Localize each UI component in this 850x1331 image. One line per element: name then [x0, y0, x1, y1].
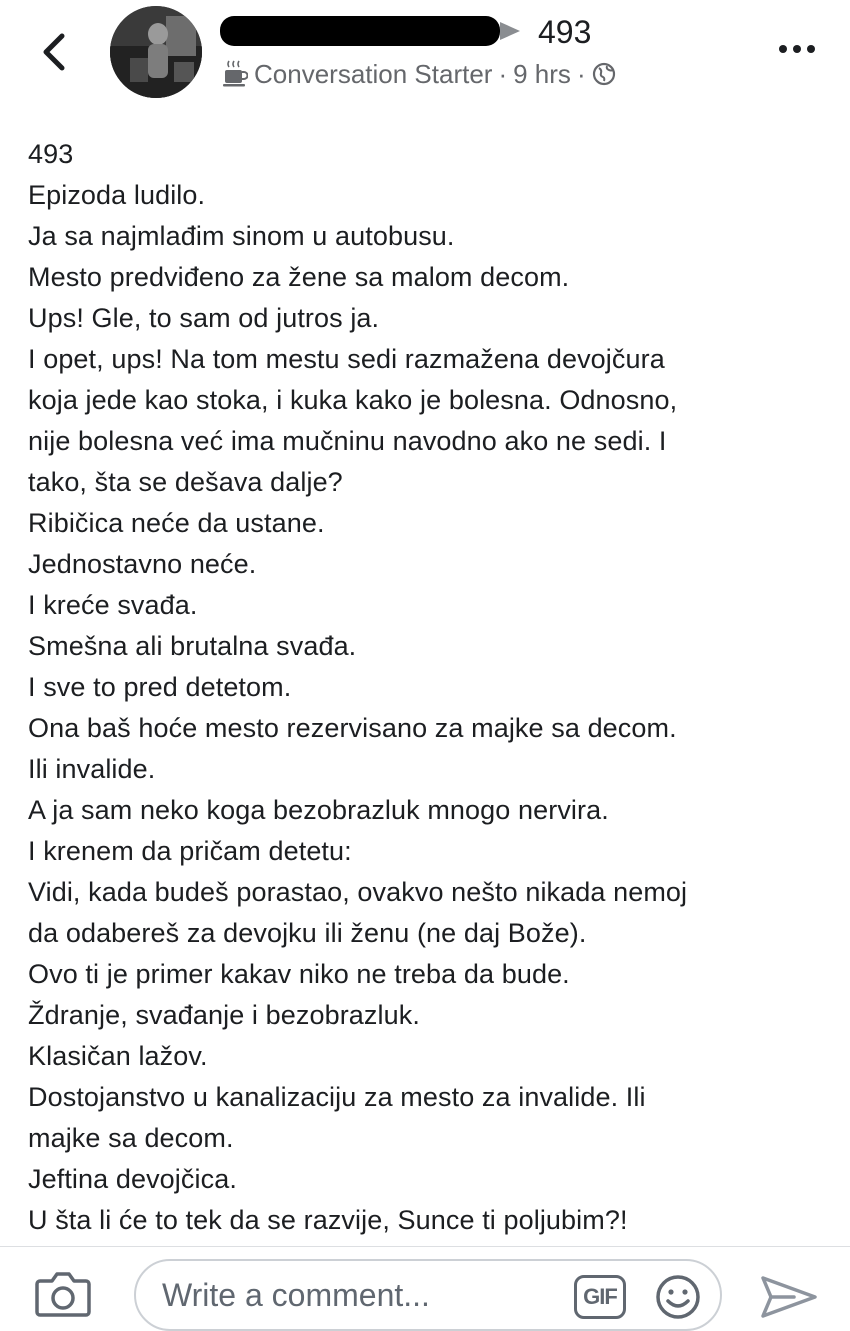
post-line: Jednostavno neće. [28, 549, 257, 579]
post-line: Klasičan lažov. [28, 1041, 208, 1071]
post-line: Jeftina devojčica. [28, 1164, 237, 1194]
gif-button[interactable]: GIF [574, 1275, 626, 1319]
avatar-photo [110, 6, 202, 98]
post-line: 493 [28, 139, 74, 169]
badge-label[interactable]: Conversation Starter [254, 58, 493, 89]
avatar[interactable] [110, 6, 202, 98]
send-icon[interactable] [758, 1273, 820, 1321]
redacted-author-name [220, 16, 500, 46]
post-line: Ždranje, svađanje i bezobrazluk. [28, 1000, 420, 1030]
comment-bar [0, 1246, 850, 1328]
post-line: Smešna ali brutalna svađa. [28, 631, 357, 661]
post-line: Mesto predviđeno za žene sa malom decom. [28, 262, 570, 292]
more-horizontal-icon [779, 45, 787, 53]
post-line: Ups! Gle, to sam od jutros ja. [28, 303, 380, 333]
post-line: nije bolesna već ima mučninu navodno ako ne sedi. I [28, 426, 667, 456]
separator-dot: · [498, 58, 508, 89]
post-line: Ovo ti je primer kakav niko ne treba da bude. [28, 959, 570, 989]
post-meta [222, 56, 616, 92]
more-options-button[interactable] [772, 34, 822, 64]
emoji-icon[interactable] [654, 1273, 702, 1321]
more-horizontal-icon [807, 45, 815, 53]
post-line: Vidi, kada budeš porastao, ovakvo nešto nikada nemoj [28, 877, 688, 907]
arrow-right-icon [500, 22, 520, 40]
post-line: da odabereš za devojku ili ženu (ne daj Bože). [28, 918, 587, 948]
post-header [0, 0, 850, 118]
post-line: I sve to pred detetom. [28, 672, 292, 702]
post-line: Epizoda ludilo. [28, 180, 206, 210]
post-line: Dostojanstvo u kanalizaciju za mesto za invalide. Ili [28, 1082, 646, 1112]
camera-icon[interactable] [34, 1269, 92, 1319]
group-name[interactable]: 493 [538, 14, 592, 50]
post-line: U šta li će to tek da se razvije, Sunce ti poljubim?! [28, 1205, 628, 1235]
post-line: koja jede kao stoka, i kuka kako je bolesna. Odnosno, [28, 385, 678, 415]
post-line: Ja sa najmlađim sinom u autobusu. [28, 221, 455, 251]
comment-input[interactable] [162, 1275, 562, 1315]
post-line: I krenem da pričam detetu: [28, 836, 352, 866]
post-line: Ili invalide. [28, 754, 156, 784]
post-body [28, 134, 838, 1241]
globe-icon [592, 62, 616, 86]
post-line: A ja sam neko koga bezobrazluk mnogo nervira. [28, 795, 609, 825]
more-horizontal-icon [793, 45, 801, 53]
comment-box [134, 1259, 722, 1331]
post-line: majke sa decom. [28, 1123, 234, 1153]
coffee-cup-icon [222, 59, 248, 89]
chevron-left-icon [40, 32, 68, 72]
post-line: Ribičica neće da ustane. [28, 508, 325, 538]
post-line: tako, šta se dešava dalje? [28, 467, 343, 497]
post-line: Ona baš hoće mesto rezervisano za majke sa decom. [28, 713, 677, 743]
post-time[interactable]: 9 hrs [513, 58, 571, 89]
post-line: I opet, ups! Na tom mestu sedi razmažena devojčura [28, 344, 665, 374]
back-button[interactable] [30, 26, 78, 78]
post-line: I kreće svađa. [28, 590, 198, 620]
separator-dot: · [576, 58, 586, 89]
